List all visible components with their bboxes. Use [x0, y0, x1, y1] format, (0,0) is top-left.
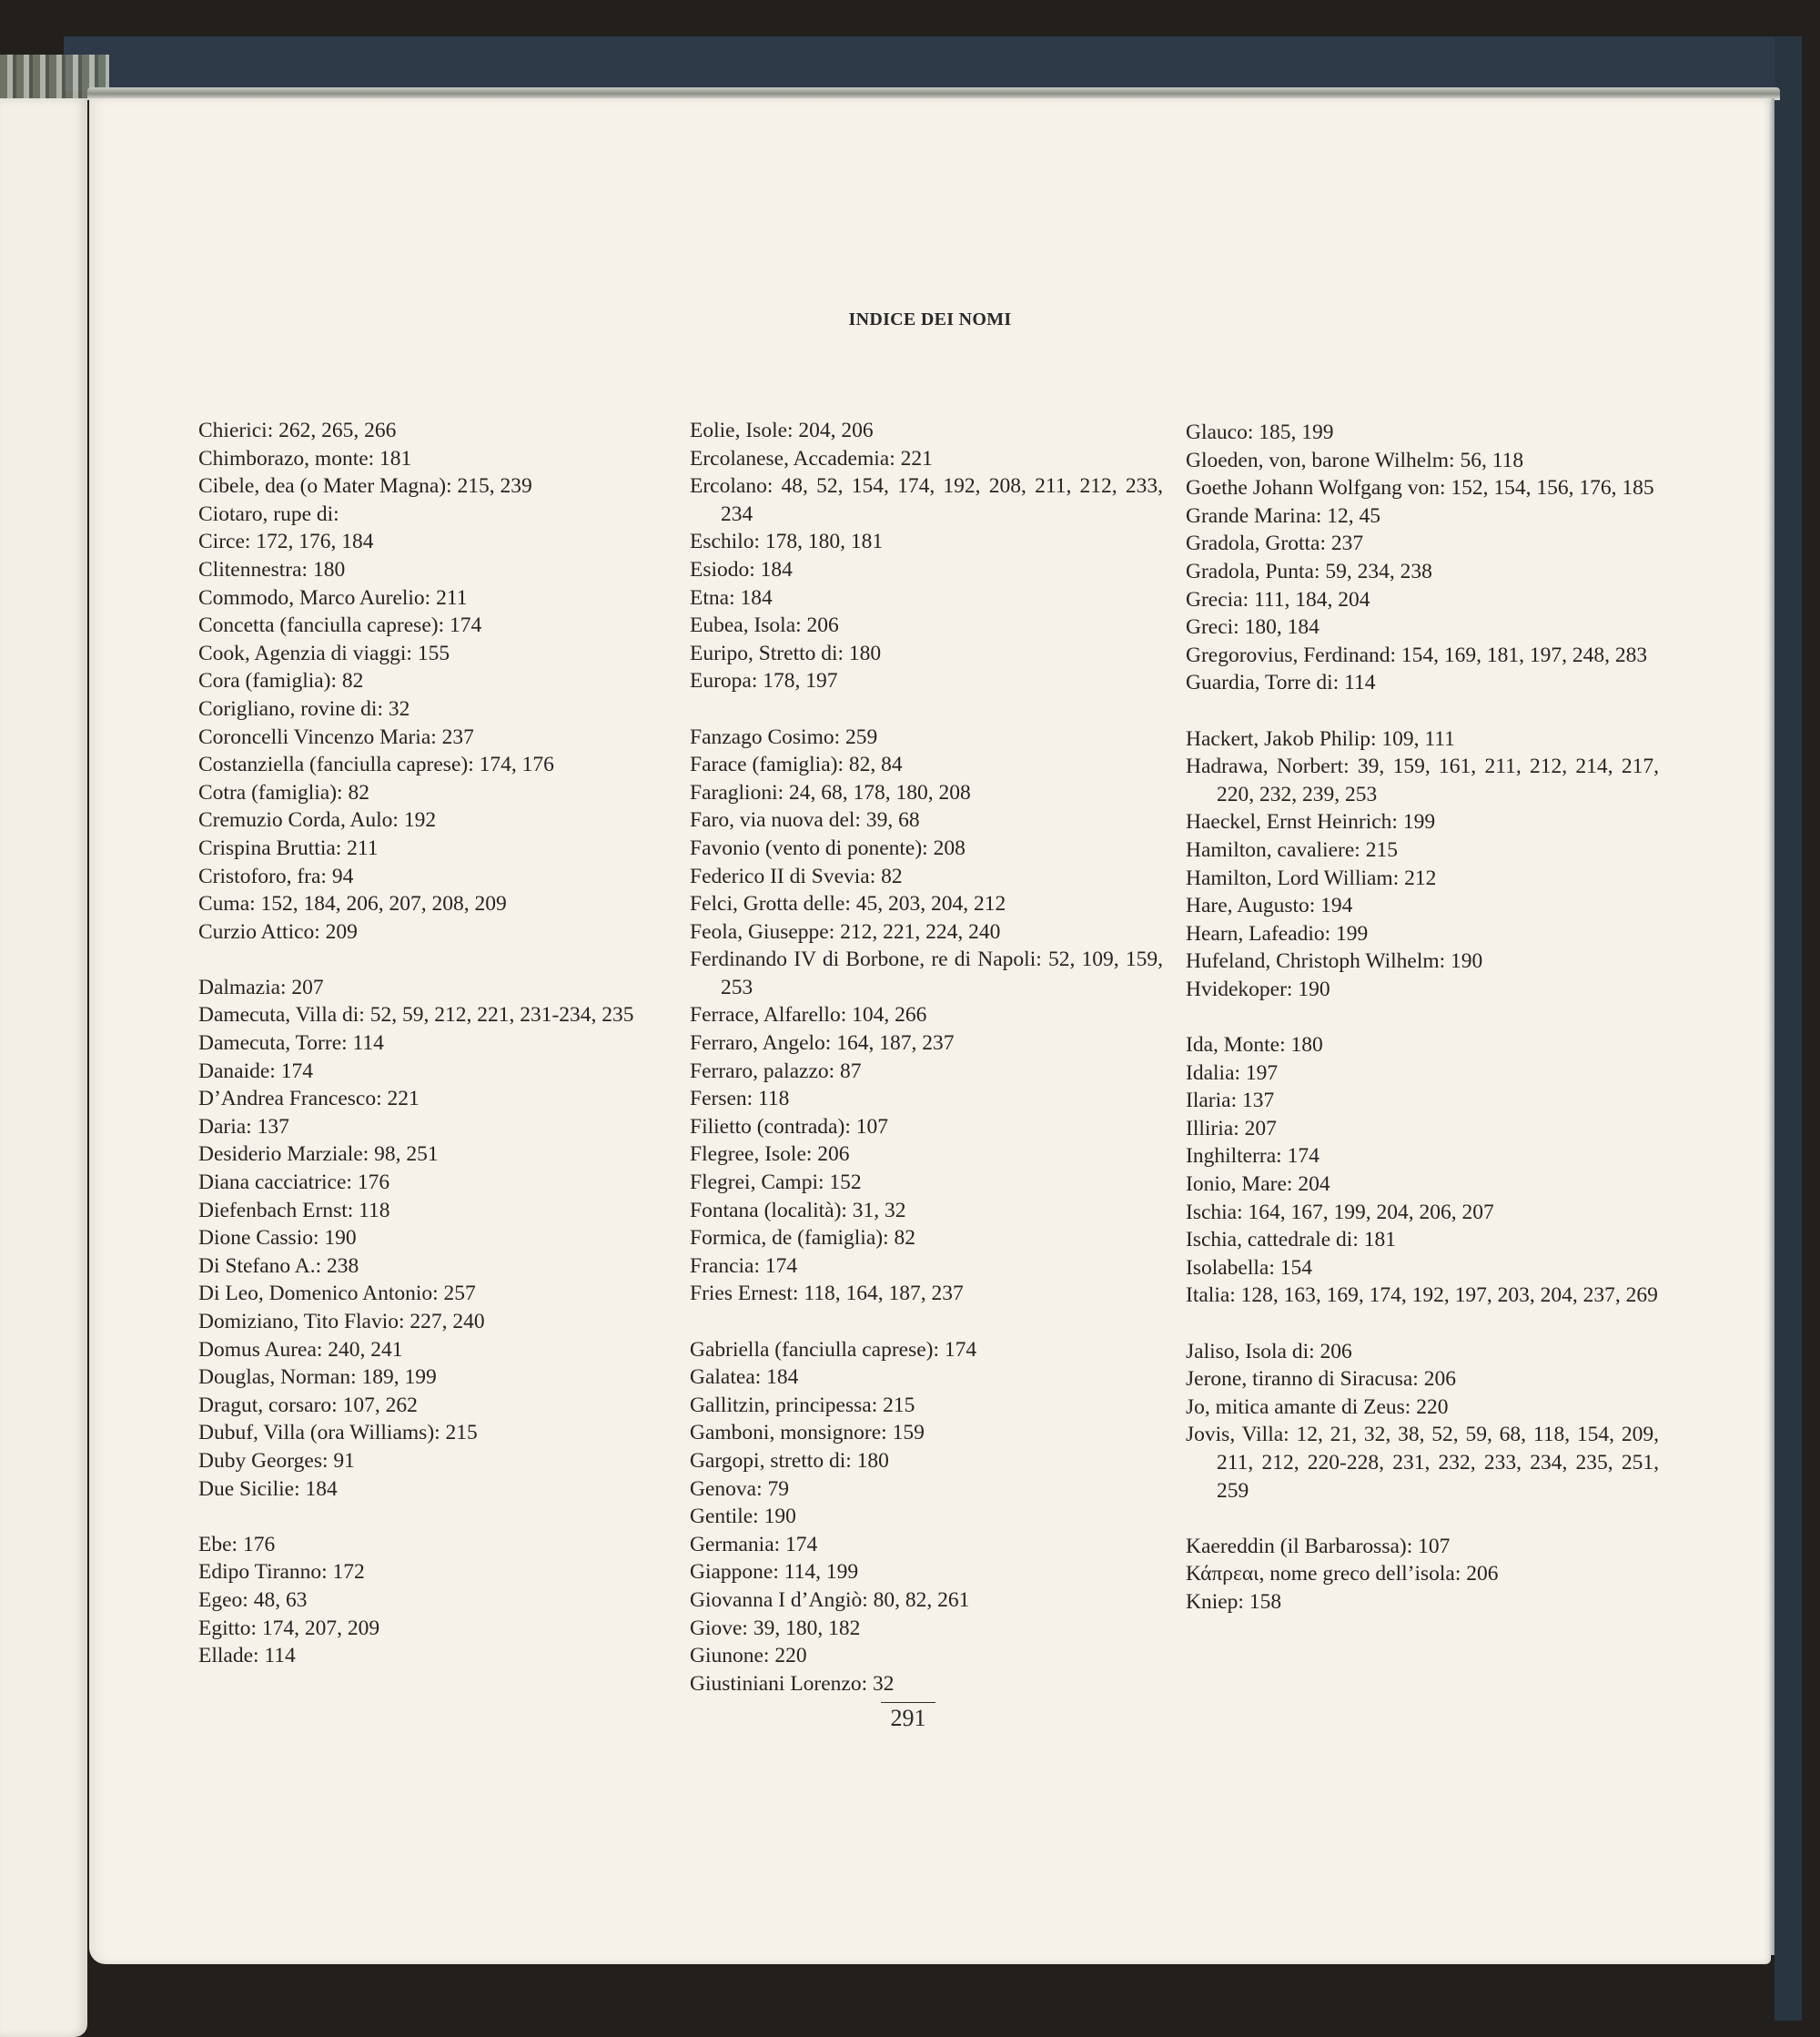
index-entry: Gabriella (fanciulla caprese): 174	[690, 1337, 977, 1362]
index-entry: Dione Cassio: 190	[198, 1226, 357, 1251]
index-entry: Gentile: 190	[690, 1505, 796, 1529]
index-entry: Egeo: 48, 63	[198, 1587, 308, 1612]
index-entry: Inghilterra: 174	[1186, 1144, 1320, 1169]
index-column-1	[198, 417, 672, 1670]
index-entry: Greci: 180, 184	[1186, 615, 1320, 640]
index-entry: Di Stefano A.: 238	[198, 1253, 359, 1278]
index-entry: Etna: 184	[690, 585, 773, 610]
index-entry: Ionio, Mare: 204	[1186, 1172, 1330, 1197]
index-entry: Haeckel, Ernst Heinrich: 199	[1186, 810, 1436, 835]
index-entry: Germania: 174	[690, 1532, 818, 1556]
index-entry: Damecuta, Torre: 114	[198, 1031, 384, 1056]
index-entry: Illiria: 207	[1186, 1116, 1277, 1140]
index-entry: Ebe: 176	[198, 1532, 276, 1556]
index-entry: Italia: 128, 163, 169, 174, 192, 197, 203, 204, 237, 269	[1186, 1283, 1658, 1308]
index-entry: Federico II di Svevia: 82	[690, 864, 903, 888]
index-entry: Formica, de (famiglia): 82	[690, 1226, 915, 1251]
letter-group-gap	[198, 946, 672, 974]
index-entry: Danaide: 174	[198, 1059, 313, 1083]
index-entry: Douglas, Norman: 189, 199	[198, 1365, 437, 1390]
index-entry: Desiderio Marziale: 98, 251	[198, 1142, 439, 1167]
index-entry: Genova: 79	[690, 1476, 789, 1501]
index-entry: Eolie, Isole: 204, 206	[690, 419, 874, 442]
index-entry: Giovanna I d’Angiò: 80, 82, 261	[690, 1587, 970, 1612]
index-entry: Fersen: 118	[690, 1087, 790, 1111]
index-entry: Esiodo: 184	[690, 557, 793, 582]
index-entry: Giappone: 114, 199	[690, 1560, 859, 1585]
index-entry: Cotra (famiglia): 82	[198, 780, 369, 805]
index-entry: Dalmazia: 207	[198, 975, 324, 999]
index-entry: Domus Aurea: 240, 241	[198, 1337, 403, 1362]
index-entry: D’Andrea Francesco: 221	[198, 1087, 420, 1111]
index-entry: Faro, via nuova del: 39, 68	[690, 808, 920, 833]
index-entry: Ercolano: 48, 52, 154, 174, 192, 208, 211, 212, 233, 234	[690, 474, 1163, 526]
index-entry: Κάπρεαι, nome greco dell’isola: 206	[1186, 1562, 1499, 1586]
index-entry: Ischia, cattedrale di: 181	[1186, 1228, 1396, 1252]
index-entry: Chierici: 262, 265, 266	[198, 419, 397, 442]
index-entry: Favonio (vento di ponente): 208	[690, 836, 966, 860]
index-entry: Diana cacciatrice: 176	[198, 1171, 390, 1195]
index-entry: Grecia: 111, 184, 204	[1186, 587, 1370, 612]
letter-group-gap	[1186, 1003, 1659, 1031]
index-entry: Idalia: 197	[1186, 1060, 1279, 1085]
index-entry: Clitennestra: 180	[198, 557, 346, 582]
index-column-2	[690, 417, 1163, 1698]
index-entry: Edipo Tiranno: 172	[198, 1560, 365, 1585]
index-entry: Chimborazo, monte: 181	[198, 446, 412, 471]
index-entry: Gradola, Grotta: 237	[1186, 532, 1364, 556]
index-entry: Goethe Johann Wolfgang von: 152, 154, 156, 176, 185	[1186, 476, 1654, 501]
index-entry: Cuma: 152, 184, 206, 207, 208, 209	[198, 892, 507, 917]
index-entry: Coroncelli Vincenzo Maria: 237	[198, 725, 474, 749]
index-entry: Ida, Monte: 180	[1186, 1033, 1323, 1058]
page-right-edge	[1769, 98, 1774, 1955]
index-entry: Europa: 178, 197	[690, 669, 838, 694]
index-entry: Filietto (contrada): 107	[690, 1114, 888, 1139]
page-number: 291	[881, 1702, 935, 1732]
index-entry: Hamilton, Lord William: 212	[1186, 866, 1437, 890]
letter-group-gap	[1186, 697, 1659, 725]
index-entry: Ellade: 114	[198, 1644, 296, 1668]
index-entry: Concetta (fanciulla caprese): 174	[198, 613, 482, 638]
index-entry: Hadrawa, Norbert: 39, 159, 161, 211, 212, 214, 217, 220, 232, 239, 253	[1186, 755, 1659, 806]
left-page-edge	[0, 98, 87, 2037]
index-entry: Cook, Agenzia di viaggi: 155	[198, 641, 450, 665]
index-entry: Felci, Grotta delle: 45, 203, 204, 212	[690, 892, 1006, 917]
index-entry: Fries Ernest: 118, 164, 187, 237	[690, 1282, 964, 1306]
index-entry: Flegree, Isole: 206	[690, 1142, 850, 1167]
index-entry: Domiziano, Tito Flavio: 227, 240	[198, 1310, 485, 1333]
index-column-3	[1186, 419, 1659, 1616]
index-entry: Farace (famiglia): 82, 84	[690, 753, 903, 777]
index-entry: Di Leo, Domenico Antonio: 257	[198, 1282, 476, 1306]
index-entry: Isolabella: 154	[1186, 1255, 1313, 1280]
index-entry: Cremuzio Corda, Aulo: 192	[198, 808, 437, 833]
index-entry: Gradola, Punta: 59, 234, 238	[1186, 559, 1432, 583]
index-entry: Jo, mitica amante di Zeus: 220	[1186, 1394, 1449, 1419]
index-entry: Eubea, Isola: 206	[690, 613, 839, 638]
index-entry: Hackert, Jakob Philip: 109, 111	[1186, 726, 1455, 751]
index-entry: Hare, Augusto: 194	[1186, 894, 1353, 918]
index-entry: Corigliano, rovine di: 32	[198, 696, 410, 721]
letter-group-gap	[198, 1503, 672, 1531]
index-entry: Hvidekoper: 190	[1186, 977, 1330, 1001]
index-entry: Kaereddin (il Barbarossa): 107	[1186, 1534, 1451, 1558]
index-entry: Gamboni, monsignore: 159	[690, 1421, 925, 1445]
index-entry: Cora (famiglia): 82	[198, 669, 364, 694]
index-entry: Gallitzin, principessa: 215	[690, 1393, 915, 1417]
index-entry: Hearn, Lafeadio: 199	[1186, 921, 1369, 946]
index-entry: Cristoforo, fra: 94	[198, 864, 354, 888]
letter-group-gap	[1186, 1505, 1659, 1533]
index-entry: Flegrei, Campi: 152	[690, 1171, 862, 1195]
index-entry: Jovis, Villa: 12, 21, 32, 38, 52, 59, 68, 118, 154, 209, 211, 212, 220-228, 231, 232, 233, 234, 235, 251, 259	[1186, 1423, 1659, 1503]
index-entry: Faraglioni: 24, 68, 178, 180, 208	[690, 780, 971, 805]
index-entry: Ferraro, Angelo: 164, 187, 237	[690, 1031, 955, 1056]
index-entry: Ferdinando IV di Borbone, re di Napoli: 52, 109, 159, 253	[690, 948, 1163, 999]
index-entry: Giunone: 220	[690, 1644, 807, 1668]
index-entry: Daria: 137	[198, 1114, 289, 1139]
book-cover-right	[1774, 36, 1802, 2021]
index-entry: Crispina Bruttia: 211	[198, 836, 379, 860]
index-entry: Giove: 39, 180, 182	[690, 1616, 861, 1640]
index-entry: Hamilton, cavaliere: 215	[1186, 837, 1398, 862]
index-entry: Guardia, Torre di: 114	[1186, 671, 1376, 695]
index-entry: Diefenbach Ernst: 118	[198, 1198, 390, 1222]
index-entry: Curzio Attico: 209	[198, 919, 358, 944]
index-entry: Cibele, dea (o Mater Magna): 215, 239	[198, 474, 532, 499]
index-entry: Feola, Giuseppe: 212, 221, 224, 240	[690, 919, 1001, 944]
index-entry: Ischia: 164, 167, 199, 204, 206, 207	[1186, 1200, 1494, 1224]
index-entry: Jaliso, Isola di: 206	[1186, 1339, 1352, 1363]
index-entry: Euripo, Stretto di: 180	[690, 641, 882, 665]
index-entry: Ferrace, Alfarello: 104, 266	[690, 1003, 927, 1028]
index-entry: Dubuf, Villa (ora Williams): 215	[198, 1421, 478, 1445]
index-entry: Gregorovius, Ferdinand: 154, 169, 181, 197, 248, 283	[1186, 643, 1648, 667]
letter-group-gap	[1186, 1310, 1659, 1338]
index-entry: Damecuta, Villa di: 52, 59, 212, 221, 231-234, 235	[198, 1003, 634, 1028]
index-entry: Costanziella (fanciulla caprese): 174, 176	[198, 753, 554, 777]
index-entry: Egitto: 174, 207, 209	[198, 1616, 380, 1640]
index-entry: Due Sicilie: 184	[198, 1476, 338, 1501]
index-entry: Ercolanese, Accademia: 221	[690, 446, 933, 471]
index-entry: Kniep: 158	[1186, 1589, 1282, 1614]
index-entry: Jerone, tiranno di Siracusa: 206	[1186, 1367, 1456, 1392]
running-head: INDICE DEI NOMI	[848, 309, 1012, 329]
index-entry: Ciotaro, rupe di:	[198, 502, 339, 526]
index-entry: Circe: 172, 176, 184	[198, 530, 374, 554]
index-entry: Grande Marina: 12, 45	[1186, 503, 1381, 528]
letter-group-gap	[690, 1308, 1163, 1336]
index-entry: Francia: 174	[690, 1253, 798, 1278]
book-cover-top	[64, 36, 1793, 91]
index-entry: Duby Georges: 91	[198, 1448, 355, 1473]
index-entry: Giustiniani Lorenzo: 32	[690, 1671, 895, 1696]
index-entry: Glauco: 185, 199	[1186, 421, 1334, 444]
letter-group-gap	[690, 695, 1163, 724]
index-entry: Gargopi, stretto di: 180	[690, 1448, 889, 1473]
index-entry: Ferraro, palazzo: 87	[690, 1059, 862, 1083]
index-entry: Eschilo: 178, 180, 181	[690, 530, 884, 554]
index-entry: Commodo, Marco Aurelio: 211	[198, 585, 468, 610]
index-entry: Fontana (località): 31, 32	[690, 1198, 906, 1222]
index-entry: Galatea: 184	[690, 1365, 799, 1390]
index-entry: Gloeden, von, barone Wilhelm: 56, 118	[1186, 448, 1524, 472]
index-entry: Ilaria: 137	[1186, 1089, 1275, 1113]
index-entry: Hufeland, Christoph Wilhelm: 190	[1186, 949, 1483, 974]
index-entry: Fanzago Cosimo: 259	[690, 725, 878, 749]
index-entry: Dragut, corsaro: 107, 262	[198, 1393, 418, 1417]
